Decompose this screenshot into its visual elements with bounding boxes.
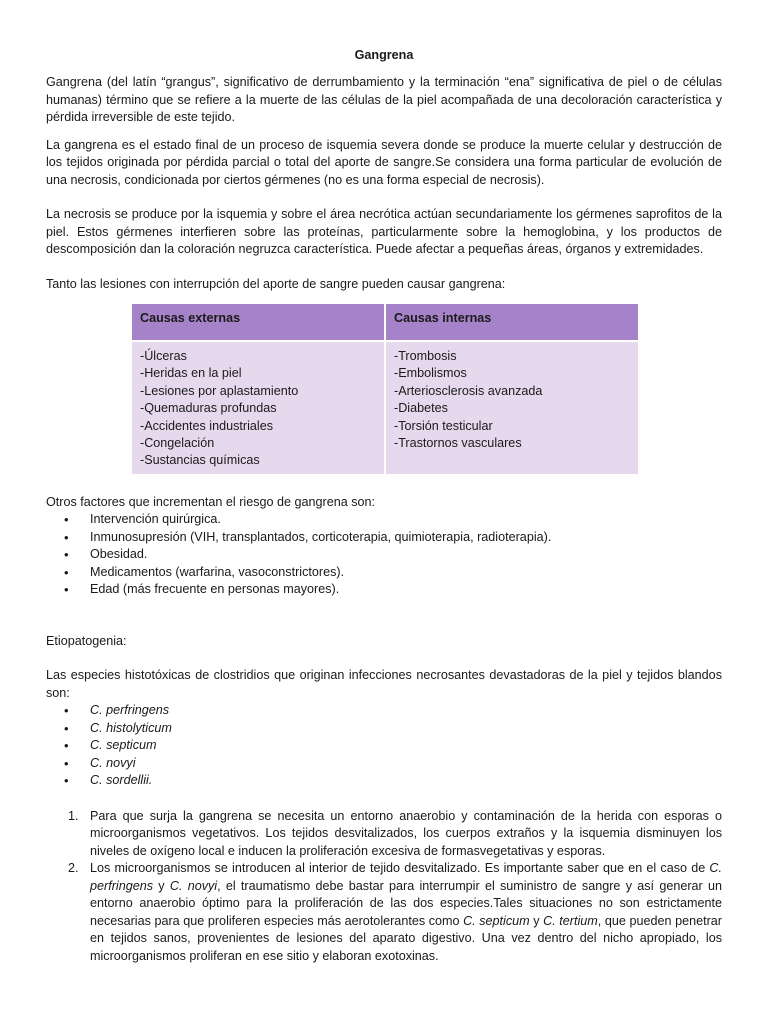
external-cause-item: -Accidentes industriales — [140, 418, 273, 433]
step-text: Para que surja la gangrena se necesita un entorno anaerobio y contaminación de la herida con esporas o microorganismos vegetativos. Los tejidos desvitalizados, los cuerpos extraños y la isquemia disminuyen los niveles de oxígeno local e inducen la proliferación excesiva de formasvegetativas y esporas. — [90, 808, 722, 858]
internal-cause-item: -Trastornos vasculares — [394, 436, 522, 451]
causes-table — [130, 302, 640, 476]
paragraph-table-intro: Tanto las lesiones con interrupción del aporte de sangre pueden causar gangrena: — [46, 276, 506, 291]
header-internal-causes: Causas internas — [386, 304, 638, 340]
internal-cause-item: -Trombosis — [394, 349, 457, 363]
header-external-causes: Causas externas — [132, 304, 384, 340]
step-number: 1. — [68, 808, 79, 823]
external-cause-item: -Úlceras — [140, 349, 187, 363]
list-item — [46, 702, 722, 720]
list-item: • Medicamentos (warfarina, vasoconstrictores). — [46, 564, 722, 582]
species-name: C. septicum — [90, 738, 157, 753]
list-item: • Intervención quirúrgica. — [46, 511, 722, 529]
external-cause-item: -Congelación — [140, 436, 215, 451]
paragraph-definition: Gangrena (del latín “grangus”, significativo de derrumbamiento y la terminación “ena” significativa de piel o de células humanas) término que se refiere a la muerte de las células de la piel acompañada de una decoloración característica y pérdida irreversible de este tejido. — [46, 75, 722, 124]
step-text: y — [529, 913, 544, 928]
species-name: C. sordellii. — [90, 773, 153, 788]
paragraph-necrosis: La necrosis se produce por la isquemia y sobre el área necrótica actúan secundariamente los gérmenes saprofitos de la piel. Estos gérmenes interfieren sobre las proteínas, particularmente sobre la hemoglobina, y los productos de descomposición dan la coloración negruzca característica. Puede afectar a pequeñas áreas, órganos y extremidades. — [46, 207, 722, 256]
species-name: C. septicum — [463, 913, 530, 928]
internal-cause-item: -Torsión testicular — [394, 418, 493, 433]
step-text: , que pueden penetrar en tejidos sanos, provenientes de lesiones del aparato digestivo. Una vez dentro del nicho apropiado, los microorganismos proliferan en ese sitio y elaboran exotoxinas. — [90, 913, 722, 963]
risk-factors-list — [46, 511, 722, 599]
species-name: C. tertium — [543, 913, 598, 928]
pathogenesis-steps — [46, 808, 722, 966]
external-cause-item: -Sustancias químicas — [140, 453, 260, 468]
internal-cause-item: -Diabetes — [394, 401, 448, 416]
external-cause-item: -Heridas en la piel — [140, 366, 242, 381]
external-cause-item: -Lesiones por aplastamiento — [140, 383, 299, 398]
causes-table-body-row — [132, 342, 638, 474]
risk-factors-intro: Otros factores que incrementan el riesgo de gangrena son: — [46, 494, 376, 509]
list-item: • Obesidad. — [46, 546, 722, 564]
list-item: • Inmunosupresión (VIH, transplantados, corticoterapia, quimioterapia, radioterapia). — [46, 529, 722, 547]
species-name: C. perfringens — [90, 861, 722, 893]
external-cause-item: -Quemaduras profundas — [140, 401, 277, 416]
species-name: C. novyi — [169, 878, 218, 893]
etiology-heading: Etiopatogenia: — [46, 633, 127, 648]
step-text: Los microorganismos se introducen al interior de tejido desvitalizado. Es importante saber que en el caso de — [90, 861, 710, 876]
paragraph-ischemia: La gangrena es el estado final de un proceso de isquemia severa donde se produce la muerte celular y destrucción de los tejidos originada por pérdida parcial o total del aporte de sangre.Se considera una forma particular de evolución de una necrosis, condicionada por ciertos gérmenes (no es una forma especial de necrosis). — [46, 137, 722, 187]
etiology-intro: Las especies histotóxicas de clostridios que originan infecciones necrosantes devastadoras de la piel y tejidos blandos son: — [46, 668, 722, 700]
list-item: • Edad (más frecuente en personas mayores). — [46, 581, 722, 599]
step-text: , el traumatismo debe bastar para interrumpir el suministro de sangre y así generar un entorno anaerobio óptimo para la proliferación de las dos especies.Tales situaciones no son estrictamente necesarias para que proliferen especies más aerotolerantes como — [90, 878, 722, 928]
document-title: Gangrena — [354, 48, 414, 62]
species-list — [46, 702, 722, 790]
species-name: C. histolyticum — [90, 720, 172, 735]
list-item — [46, 860, 722, 965]
list-item — [46, 755, 722, 773]
internal-causes-cell — [386, 342, 638, 474]
document-body — [46, 47, 722, 965]
list-item — [46, 737, 722, 755]
causes-table-header-row — [132, 304, 638, 340]
internal-cause-item: -Embolismos — [394, 366, 467, 381]
list-item — [46, 772, 722, 790]
list-item — [46, 808, 722, 861]
internal-cause-item: -Arteriosclerosis avanzada — [394, 383, 543, 398]
step-number: 2. — [68, 861, 79, 876]
step-text: y — [153, 878, 170, 893]
species-name: C. perfringens — [90, 703, 170, 718]
list-item — [46, 720, 722, 738]
external-causes-cell — [132, 342, 384, 474]
species-name: C. novyi — [90, 755, 136, 770]
